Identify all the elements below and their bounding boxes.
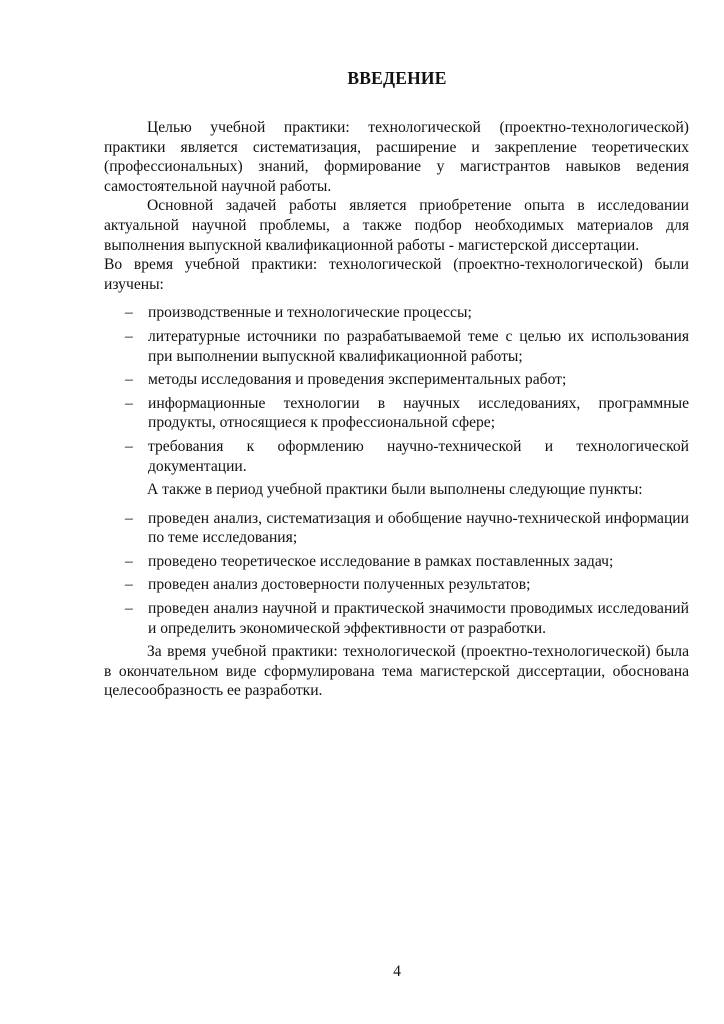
list-item-text: методы исследования и проведения экспериментальных работ; <box>148 371 567 389</box>
list-item <box>104 327 689 366</box>
studied-list <box>104 303 689 476</box>
list-item <box>104 303 689 323</box>
dash-bullet: – <box>125 509 133 527</box>
dash-bullet: – <box>125 371 133 389</box>
page-number: 4 <box>393 963 401 980</box>
dash-bullet: – <box>125 327 133 345</box>
paragraph-conclusion: За время учебной практики: технологической (проектно-технологической) была в окончательном виде сформулирована тема магистерской диссертации, обоснована целесообразность ее разработки. <box>104 643 689 700</box>
list-item-text: требования к оформлению научно-технической и технологической документации. <box>148 437 689 475</box>
list-item <box>104 394 689 433</box>
paragraph-completed-intro: А также в период учебной практики были выполнены следующие пункты: <box>147 481 643 499</box>
dash-bullet: – <box>125 437 133 455</box>
dash-bullet: – <box>125 600 133 618</box>
list-item <box>104 575 689 595</box>
list-item-text: проведено теоретическое исследование в рамках поставленных задач; <box>148 552 614 570</box>
dash-bullet: – <box>125 394 133 412</box>
dash-bullet: – <box>125 576 133 594</box>
paragraph-studied-intro: Во время учебной практики: технологической (проектно-технологической) были изучены: <box>104 256 689 293</box>
list-item <box>104 509 689 548</box>
paragraph-goal: Целью учебной практики: технологической (проектно-технологической) практики является систематизация, расширение и закрепление теоретических (профессиональных) знаний, формирование у магистрантов навыков ведения самостоятельной научной работы. <box>104 119 689 195</box>
dash-bullet: – <box>125 552 133 570</box>
dash-bullet: – <box>125 304 133 322</box>
completed-list <box>104 509 689 639</box>
list-item-text: проведен анализ научной и практической значимости проводимых исследований и определить экономической эффективности от разработки. <box>148 600 689 637</box>
paragraph-task: Основной задачей работы является приобретение опыта в исследовании актуальной научной проблемы, а также подбор необходимых материалов для выполнения выпускной квалификационной работы - магистерской диссертации. <box>104 197 689 254</box>
list-item <box>104 552 689 572</box>
page-title: ВВЕДЕНИЕ <box>347 68 447 88</box>
list-item-text: литературные источники по разрабатываемой теме с целью их использования при выполнении выпускной квалификационной работы; <box>148 327 689 365</box>
list-item <box>104 437 689 476</box>
list-item-text: производственные и технологические процессы; <box>148 304 472 322</box>
list-item-text: информационные технологии в научных исследованиях, программные продукты, относящиеся к профессиональной сфере; <box>148 394 689 432</box>
list-item-text: проведен анализ, систематизация и обобщение научно-технической информации по теме исследования; <box>148 509 689 547</box>
list-item-text: проведен анализ достоверности полученных результатов; <box>148 576 531 594</box>
list-item <box>104 599 689 638</box>
list-item <box>104 370 689 390</box>
document-body <box>104 118 689 701</box>
